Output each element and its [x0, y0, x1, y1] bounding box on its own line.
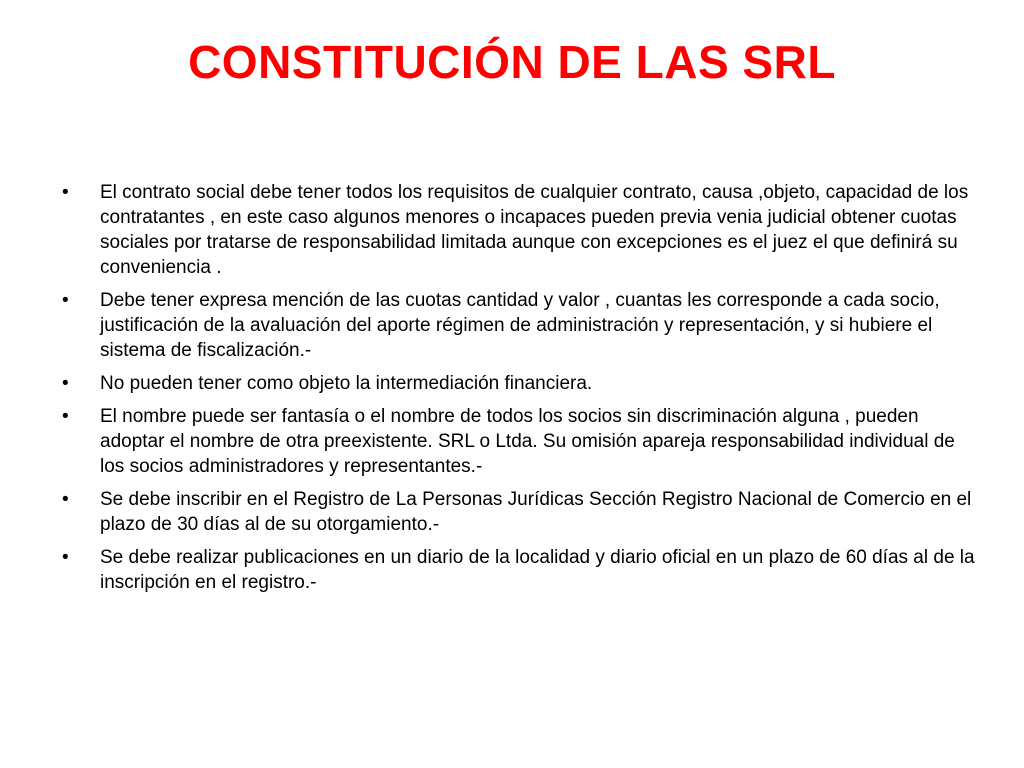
bullet-icon: •: [62, 290, 69, 311]
bullet-icon: •: [62, 406, 69, 427]
bullet-text: El nombre puede ser fantasía o el nombre de todos los socios sin discriminación alguna , pueden adoptar el nombre de otra preexistente. SRL o Ltda. Su omisión apareja responsabilidad individual de los socios administradores y representantes.-: [100, 406, 955, 477]
bullet-icon: •: [62, 373, 69, 394]
bullet-icon: •: [62, 547, 69, 568]
list-item: [62, 371, 982, 396]
bullet-icon: •: [62, 489, 69, 510]
bullet-text: Se debe inscribir en el Registro de La Personas Jurídicas Sección Registro Nacional de Comercio en el plazo de 30 días al de su otorgamiento.-: [100, 489, 972, 535]
bullet-icon: •: [62, 182, 69, 203]
list-item: [62, 404, 982, 479]
list-item: [62, 487, 982, 537]
bullet-list: [62, 180, 982, 603]
bullet-text: Debe tener expresa mención de las cuotas cantidad y valor , cuantas les corresponde a cada socio, justificación de la avaluación del aporte régimen de administración y representación, y si hubiere el sistema de fiscalización.-: [100, 290, 940, 361]
list-item: [62, 180, 982, 280]
bullet-text: No pueden tener como objeto la intermediación financiera.: [100, 373, 593, 394]
list-item: [62, 545, 982, 595]
slide-title: CONSTITUCIÓN DE LAS SRL: [188, 36, 836, 88]
bullet-text: Se debe realizar publicaciones en un diario de la localidad y diario oficial en un plazo de 60 días al de la inscripción en el registro.-: [100, 547, 975, 593]
bullet-text: El contrato social debe tener todos los requisitos de cualquier contrato, causa ,objeto, capacidad de los contratantes , en este caso algunos menores o incapaces pueden previa venia judicial obtener cuotas sociales por tratarse de responsabilidad limitada aunque con excepciones es el juez el que definirá su conveniencia .: [100, 182, 969, 278]
list-item: [62, 288, 982, 363]
